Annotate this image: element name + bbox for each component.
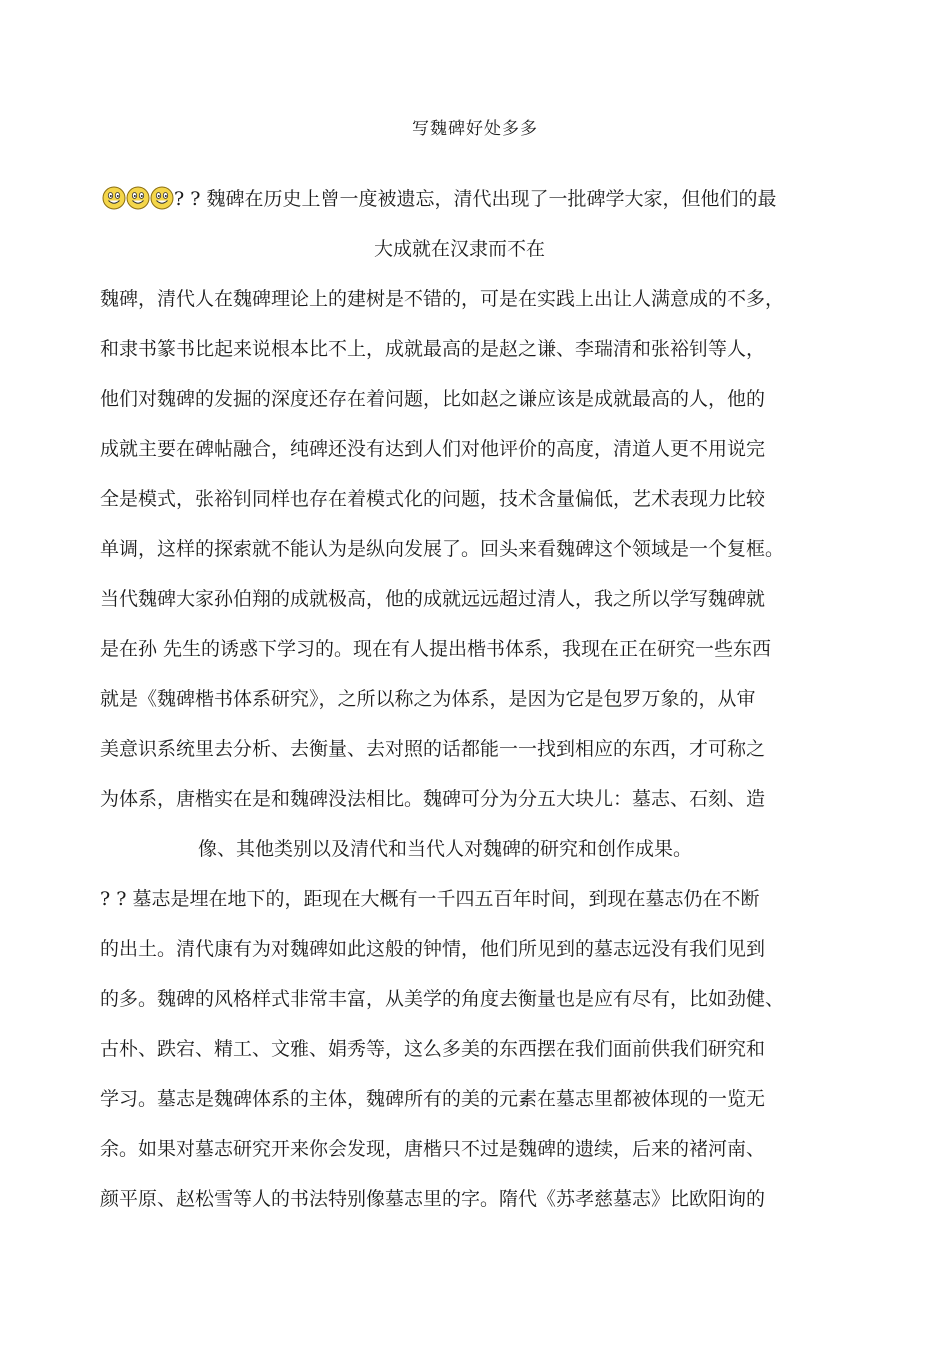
text-line: 美意识系统里去分析、去衡量、去对照的话都能一一找到相应的东西，才可称之 (100, 738, 766, 760)
text-line: 学习。墓志是魏碑体系的主体，魏碑所有的美的元素在墓志里都被体现的一览无 (100, 1088, 766, 1110)
smiley-icon (102, 186, 126, 210)
smiley-icon (126, 186, 150, 210)
text-line: ? ? 魏碑在历史上曾一度被遗忘，清代出现了一批碑学大家，但他们的最 (174, 188, 777, 210)
smiley-icon (150, 186, 174, 210)
text-line: 的出土。清代康有为对魏碑如此这般的钟情，他们所见到的墓志远没有我们见到 (100, 938, 766, 960)
text-line: 单调，这样的探索就不能认为是纵向发展了。回头来看魏碑这个领域是一个复框。 (100, 538, 785, 560)
text-line: 大成就在汉隶而不在 (374, 238, 546, 260)
text-line: 他们对魏碑的发掘的深度还存在着问题，比如赵之谦应该是成就最高的人，他的 (100, 388, 766, 410)
text-line: 古朴、跌宕、精工、文雅、娟秀等，这么多美的东西摆在我们面前供我们研究和 (100, 1038, 766, 1060)
text-line: 成就主要在碑帖融合，纯碑还没有达到人们对他评价的高度，清道人更不用说完 (100, 438, 766, 460)
text-line: 当代魏碑大家孙伯翔的成就极高，他的成就远远超过清人，我之所以学写魏碑就 (100, 588, 766, 610)
text-line: 是在孙 先生的诱惑下学习的。现在有人提出楷书体系，我现在正在研究一些东西 (100, 638, 772, 660)
text-line: 就是《魏碑楷书体系研究》，之所以称之为体系，是因为它是包罗万象的，从审 (100, 688, 756, 710)
text-line: 全是模式，张裕钊同样也存在着模式化的问题，技术含量偏低，艺术表现力比较 (100, 488, 766, 510)
smiley-icons (102, 186, 174, 210)
text-line: 像、其他类别以及清代和当代人对魏碑的研究和创作成果。 (198, 838, 693, 860)
text-line: 和隶书篆书比起来说根本比不上，成就最高的是赵之谦、李瑞清和张裕钊等人， (100, 338, 766, 360)
text-line: ? ? 墓志是埋在地下的，距现在大概有一千四五百年时间，到现在墓志仍在不断 (100, 888, 760, 910)
text-line: 为体系，唐楷实在是和魏碑没法相比。魏碑可分为分五大块儿：墓志、石刻、造 (100, 788, 766, 810)
document-title: 写魏碑好处多多 (412, 119, 538, 139)
text-line: 颜平原、赵松雪等人的书法特别像墓志里的字。隋代《苏孝慈墓志》比欧阳询的 (100, 1188, 766, 1210)
text-line: 余。如果对墓志研究开来你会发现，唐楷只不过是魏碑的遗续，后来的褚河南、 (100, 1138, 766, 1160)
text-line: 的多。魏碑的风格样式非常丰富，从美学的角度去衡量也是应有尽有，比如劲健、 (100, 988, 785, 1010)
text-line: 魏碑，清代人在魏碑理论上的建树是不错的，可是在实践上出让人满意成的不多， (100, 288, 785, 310)
